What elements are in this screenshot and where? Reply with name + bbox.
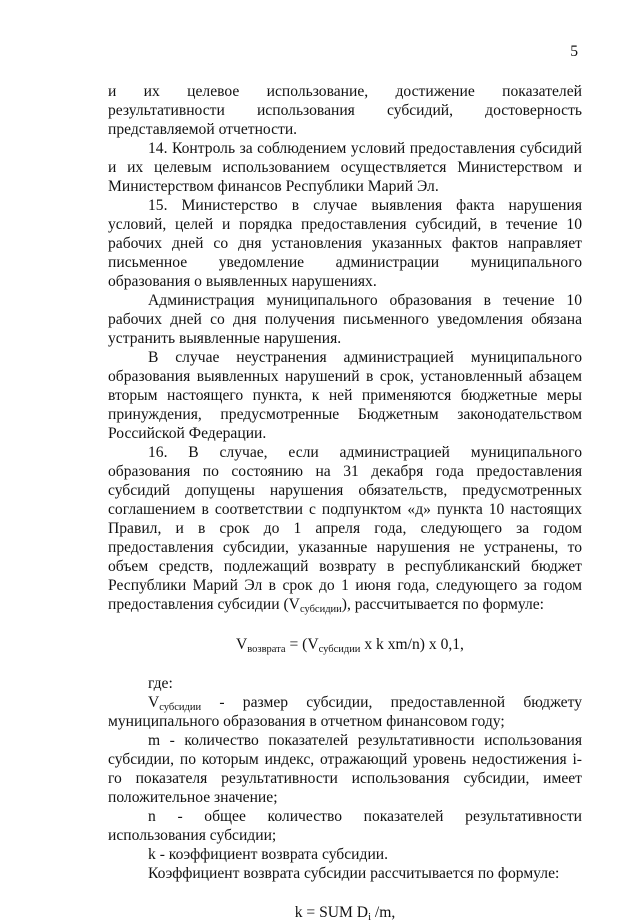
definition-v-subsidy bbox=[108, 693, 582, 731]
formula-v-subscript: возврата bbox=[247, 644, 286, 655]
where-label: где: bbox=[148, 675, 173, 692]
formula-rest: x k xm/n) x 0,1, bbox=[360, 636, 464, 653]
paragraph-16-end: ), рассчитывается по формуле: bbox=[341, 596, 545, 613]
paragraph-15-third: В случае неустранения администрацией муниципального образования выявленных нарушений в срок, установленный абзацем вторым настоящего пункта, к ней применяются бюджетные меры принуждения, предусмотренные Бюджетным законодательством Российской Федерации. bbox=[108, 349, 582, 442]
paragraph-16-text: 16. В случае, если администрацией муниципального образования по состоянию на 31 декабря года предоставления субсидий допущены нарушения обязательств, предусмотренных соглашением в соответствии с подпунктом «д» пункта 10 настоящих Правил, и в срок до 1 апреля года, следующего за годом предоставления субсидии, указанные нарушения не устранены, то объем средств, подлежащий возврату в республиканский бюджет Республики Марий Эл в срок до 1 июня года, следующего за годом предоставления субсидии (V bbox=[108, 444, 582, 613]
page-number: 5 bbox=[570, 43, 578, 60]
paragraph-16-subscript: субсидии bbox=[299, 604, 342, 615]
formula-mid: = (V bbox=[285, 636, 319, 653]
formula-k-post: /m, bbox=[371, 904, 396, 921]
paragraph-continuation: и их целевое использование, достижение показателей результативности использования субсидий, достоверность представляемой отчетности. bbox=[108, 83, 582, 138]
definition-k: k - коэффициент возврата субсидии. bbox=[148, 846, 389, 863]
definition-m: m - количество показателей результативности использования субсидии, по которым индекс, отражающий уровень недостижения i-го показателя результативности использования субсидии, имеет положительное значение; bbox=[108, 732, 582, 806]
formula-k-subscript: i bbox=[368, 912, 371, 923]
paragraph-15: 15. Министерство в случае выявления факта нарушения условий, целей и порядка предоставления субсидий, в течение 10 рабочих дней со дня установления указанных фактов направляет письменное уведомление администрации муниципального образования о выявленных нарушениях. bbox=[108, 197, 582, 290]
k-formula-intro: Коэффициент возврата субсидии рассчитывается по формуле: bbox=[148, 865, 560, 882]
paragraph-15-second: Администрация муниципального образования в течение 10 рабочих дней со дня получения письменного уведомления обязана устранить выявленные нарушения. bbox=[108, 292, 582, 347]
definition-n: n - общее количество показателей результативности использования субсидии; bbox=[108, 808, 582, 844]
paragraph-14: 14. Контроль за соблюдением условий предоставления субсидий и их целевым использованием осуществляется Министерством и Министерством финансов Республики Марий Эл. bbox=[108, 140, 582, 195]
formula-return-volume bbox=[108, 635, 582, 654]
def-v-subscript: субсидии bbox=[159, 702, 202, 713]
formula-k-pre: k = SUM D bbox=[294, 904, 369, 921]
document-body bbox=[108, 82, 582, 922]
formula-k bbox=[108, 903, 582, 922]
def-v: V bbox=[148, 694, 160, 711]
paragraph-16 bbox=[108, 443, 582, 614]
formula-mid-subscript: субсидии bbox=[318, 644, 361, 655]
def-v-desc: - размер субсидии, предоставленной бюджету муниципального образования в отчетном финансовом году; bbox=[108, 694, 582, 730]
formula-v: V bbox=[236, 636, 248, 653]
